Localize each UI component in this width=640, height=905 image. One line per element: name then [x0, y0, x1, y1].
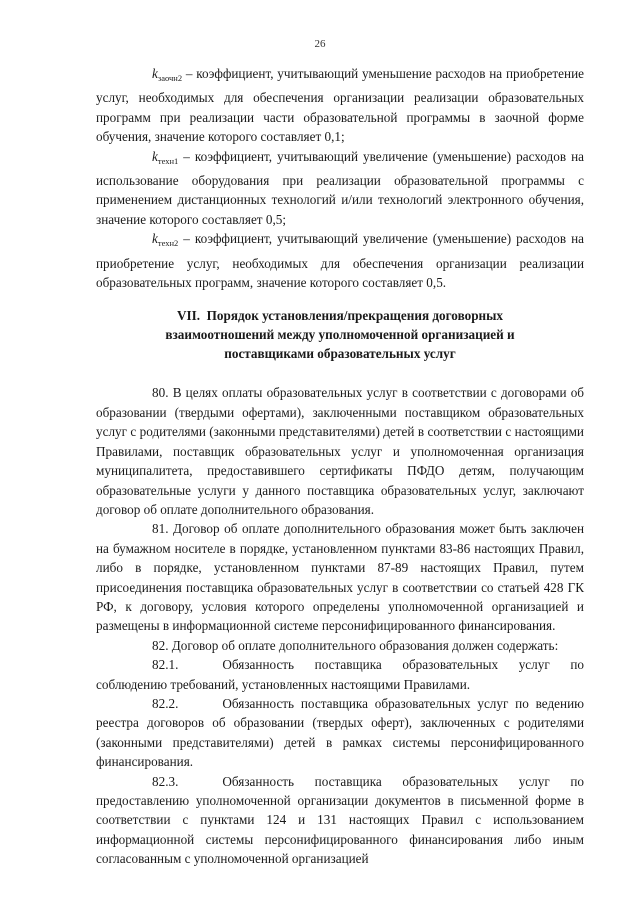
paragraph-81: 81. Договор об оплате дополнительного образования может быть заключен на бумажном носителе в порядке, установленном пунктами 83-86 настоящих Правил, либо в порядке, установленном пунктами 87-89 настоящих Правил, путем присоединения поставщика образовательных услуг в соответствии со статьей 428 ГК РФ, к договору, условия которого определены уполномоченной организацией и размещены в информационной системе персонифицированного финансирования.: [96, 521, 585, 634]
paragraph-80: 80. В целях оплаты образовательных услуг в соответствии с договорами об образовании (твердыми офертами), заключенными поставщиком образовательных услуг с родителями (законными представителями) детей в соответствии с настоящими Правилами, поставщик образовательных услуг и уполномоченная организация муниципалитета, предоставившего сертификаты ПФДО детям, получающим образовательные услуги у данного поставщика образовательных услуг, заключают договор об оплате дополнительного образования.: [96, 385, 584, 517]
coefficient-symbol: $k_{заочн2}$: [152, 66, 183, 83]
coefficient-symbol: $k_{техн1}$: [152, 148, 179, 166]
section-title-line: взаимоотношений между уполномоченной организацией и: [165, 327, 515, 343]
section-heading: [96, 306, 584, 363]
section-title-line: Порядок установления/прекращения договорных: [206, 308, 504, 324]
subparagraph-82-3: 82.3. Обязанность поставщика образовательных услуг по предоставлению уполномоченной организации документов в письменной форме в соответствии с пунктами 124 и 131 настоящих Правил с использованием информационной системы персонифицированного финансирования либо иным согласованным с уполномоченной организацией: [96, 773, 584, 867]
coefficient-definition: $k_{техн2}$ – коэффициент, учитывающий увеличение (уменьшение) расходов на приобретение услуг, необходимых для обеспечения организации реализации образовательных программ, значение которого составляет 0,5.: [96, 231, 584, 291]
coefficient-definition: $k_{заочн2}$ – коэффициент, учитывающий уменьшение расходов на приобретение услуг, необходимых для обеспечения организации реализации образовательных программ при реализации части образовательной программы в заочной форме обучения, значение которого составляет 0,1;: [96, 66, 584, 145]
section-number: VII.: [176, 308, 201, 324]
section-title-line: поставщиками образовательных услуг: [224, 346, 456, 362]
coefficient-definition: $k_{техн1}$ – коэффициент, учитывающий увеличение (уменьшение) расходов на использование оборудования при реализации образовательной программы с применением дистанционных технологий и/или технологий электронного обучения, значение которого составляет 0,5;: [96, 148, 584, 227]
subparagraph-82-2: 82.2. Обязанность поставщика образовательных услуг по ведению реестра договоров об образовании (твердых оферт), заключенных с родителями (законными представителями) детей в рамках системы персонифицированного финансирования.: [96, 695, 584, 770]
subparagraph-82-1: 82.1. Обязанность поставщика образовательных услуг по соблюдению требований, установленных настоящими Правилами.: [96, 657, 584, 692]
document-body: [96, 64, 584, 869]
paragraph-82: 82. Договор об оплате дополнительного образования должен содержать:: [152, 637, 559, 653]
coefficient-symbol: $k_{техн2}$: [152, 231, 179, 249]
page-number: 26: [314, 38, 326, 50]
